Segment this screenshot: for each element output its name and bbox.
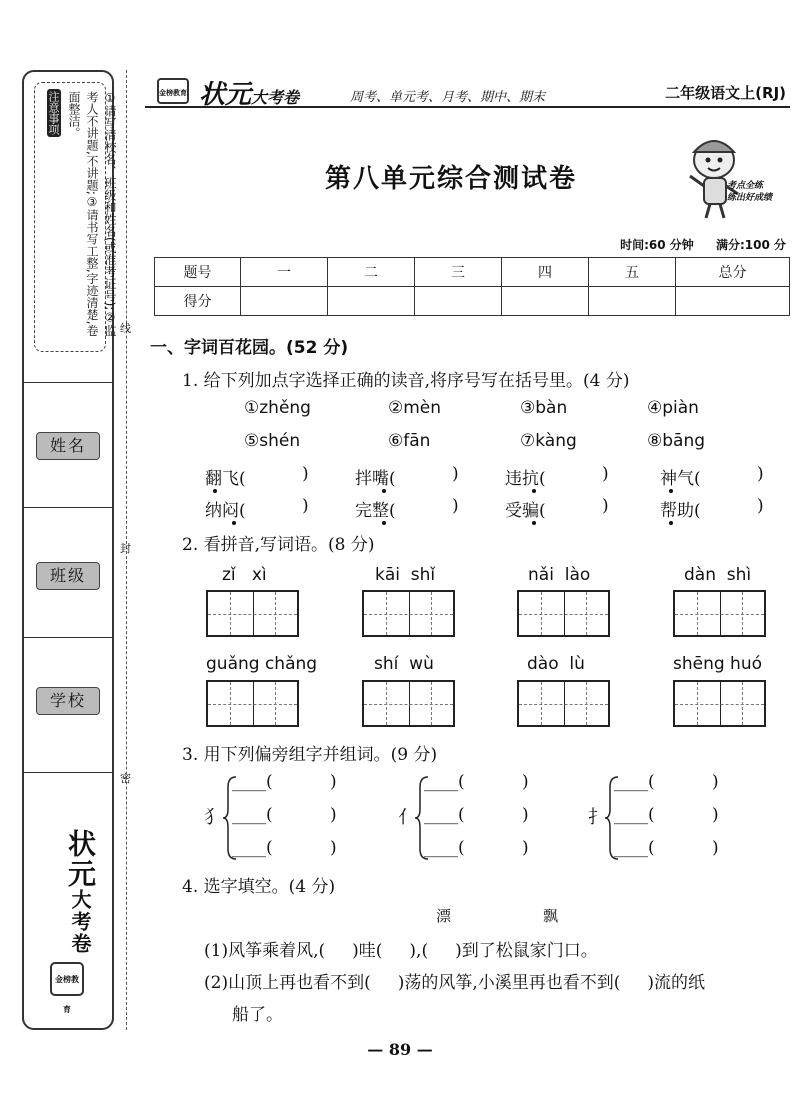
blank[interactable]: ____( bbox=[424, 805, 465, 825]
question-2-prompt: 2. 看拼音,写词语。(8 分) bbox=[182, 535, 375, 555]
emphasis-dot bbox=[532, 489, 536, 493]
table-cell: 三 bbox=[415, 258, 502, 287]
grade-label: 二年级语文上(RJ) bbox=[665, 84, 786, 102]
question-4-prompt: 4. 选字填空。(4 分) bbox=[182, 877, 336, 897]
table-cell: 得分 bbox=[155, 287, 241, 316]
writing-grid[interactable] bbox=[206, 680, 299, 727]
writing-grid[interactable] bbox=[362, 680, 455, 727]
close-paren: ) bbox=[757, 496, 764, 516]
question-3-prompt: 3. 用下列偏旁组字并组词。(9 分) bbox=[182, 745, 438, 765]
word-item: 翻飞( bbox=[205, 469, 246, 489]
option: ②mèn bbox=[388, 398, 442, 418]
pinyin: shēng huó bbox=[673, 654, 763, 674]
option: ⑥fān bbox=[388, 431, 431, 451]
close-paren: ) bbox=[522, 805, 529, 825]
cut-mark: 封 bbox=[120, 542, 131, 555]
option: ⑦kàng bbox=[520, 431, 577, 451]
radical: 犭 bbox=[204, 807, 222, 828]
close-paren: ) bbox=[712, 805, 719, 825]
score-cell[interactable] bbox=[676, 287, 790, 316]
page-title: 第八单元综合测试卷 bbox=[325, 164, 578, 194]
close-paren: ) bbox=[602, 464, 609, 484]
emphasis-dot bbox=[669, 489, 673, 493]
score-table bbox=[154, 257, 790, 316]
score-cell[interactable] bbox=[502, 287, 589, 316]
sentence-2: (2)山顶上再也看不到( )荡的风筝,小溪里再也看不到( )流的纸 bbox=[204, 973, 706, 993]
cut-mark: 密 bbox=[120, 772, 131, 785]
pinyin: kāi shǐ bbox=[375, 565, 436, 585]
page-header bbox=[145, 72, 790, 108]
option: ⑧bāng bbox=[647, 431, 706, 451]
option: ④piàn bbox=[647, 398, 699, 418]
choice: 飘 bbox=[543, 907, 559, 925]
choice: 漂 bbox=[436, 907, 452, 925]
mascot-icon bbox=[682, 130, 782, 220]
pinyin: zǐ xì bbox=[222, 565, 267, 585]
notice-heading: 注意事项 bbox=[47, 91, 60, 135]
pinyin: shí wù bbox=[374, 654, 434, 674]
question-1-prompt: 1. 给下列加点字选择正确的读音,将序号写在括号里。(4 分) bbox=[182, 371, 630, 391]
table-cell: 四 bbox=[502, 258, 589, 287]
notice-box bbox=[34, 82, 117, 352]
time-limit: 时间:60 分钟 bbox=[620, 238, 694, 252]
option: ①zhěng bbox=[244, 398, 311, 418]
word-item: 纳闷( bbox=[205, 501, 246, 521]
table-cell: 总分 bbox=[676, 258, 790, 287]
pinyin: dào lù bbox=[527, 654, 585, 674]
writing-grid[interactable] bbox=[517, 680, 610, 727]
table-cell: 五 bbox=[589, 258, 676, 287]
pinyin: guǎng chǎng bbox=[206, 654, 318, 674]
writing-grid[interactable] bbox=[517, 590, 610, 637]
word-item: 受骗( bbox=[505, 501, 546, 521]
blank[interactable]: ____( bbox=[614, 772, 655, 792]
notice-text: ①请写清校名、班级和姓名(或准考证号);②监考人不讲题,不讲题;③请书写工整,字迹清楚,卷面整洁。 bbox=[67, 91, 117, 337]
word-item: 违抗( bbox=[505, 469, 546, 489]
blank[interactable]: ____( bbox=[232, 838, 273, 858]
close-paren: ) bbox=[522, 838, 529, 858]
exam-meta bbox=[602, 236, 786, 253]
emphasis-dot bbox=[213, 489, 217, 493]
close-paren: ) bbox=[452, 496, 459, 516]
side-logo: 状元大考卷 bbox=[64, 829, 97, 955]
score-header-row bbox=[155, 258, 790, 287]
score-cell[interactable] bbox=[241, 287, 328, 316]
emphasis-dot bbox=[382, 489, 386, 493]
pinyin: dàn shì bbox=[684, 565, 752, 585]
brand-badge: 金榜教育 bbox=[157, 78, 189, 104]
option: ⑤shén bbox=[244, 431, 301, 451]
score-cell[interactable] bbox=[589, 287, 676, 316]
score-row bbox=[155, 287, 790, 316]
score-cell[interactable] bbox=[328, 287, 415, 316]
blank[interactable]: ____( bbox=[614, 805, 655, 825]
divider bbox=[24, 382, 112, 383]
side-badge-logo: 金榜教育 bbox=[50, 962, 84, 996]
word-item: 完整( bbox=[355, 501, 396, 521]
emphasis-dot bbox=[232, 521, 236, 525]
sentence-1: (1)风筝乘着风,( )哇( ),( )到了松鼠家门口。 bbox=[204, 941, 598, 961]
pinyin: nǎi lào bbox=[528, 565, 591, 585]
close-paren: ) bbox=[302, 464, 309, 484]
class-field: 班级 bbox=[36, 562, 100, 590]
binding-strip bbox=[22, 70, 117, 1030]
option: ③bàn bbox=[520, 398, 568, 418]
cut-mark: 线 bbox=[120, 322, 131, 335]
writing-grid[interactable] bbox=[673, 680, 766, 727]
close-paren: ) bbox=[522, 772, 529, 792]
close-paren: ) bbox=[757, 464, 764, 484]
full-score: 满分:100 分 bbox=[715, 238, 786, 252]
close-paren: ) bbox=[712, 772, 719, 792]
table-cell: 二 bbox=[328, 258, 415, 287]
radical: 亻 bbox=[398, 807, 416, 828]
brand-logo: 状元大考卷 bbox=[199, 80, 300, 110]
close-paren: ) bbox=[330, 772, 337, 792]
radical: 扌 bbox=[588, 807, 606, 828]
divider bbox=[24, 637, 112, 638]
word-item: 拌嘴( bbox=[355, 469, 396, 489]
table-cell: 题号 bbox=[155, 258, 241, 287]
word-item: 帮助( bbox=[660, 501, 701, 521]
emphasis-dot bbox=[532, 521, 536, 525]
school-field: 学校 bbox=[36, 687, 100, 715]
blank[interactable]: ____( bbox=[424, 838, 465, 858]
score-cell[interactable] bbox=[415, 287, 502, 316]
divider bbox=[24, 507, 112, 508]
writing-grid[interactable] bbox=[673, 590, 766, 637]
divider bbox=[24, 772, 112, 773]
table-cell: 一 bbox=[241, 258, 328, 287]
blank[interactable]: ____( bbox=[614, 838, 655, 858]
close-paren: ) bbox=[330, 838, 337, 858]
slogan: 周考、单元考、月考、期中、期末 bbox=[350, 90, 546, 105]
name-field: 姓名 bbox=[36, 432, 100, 460]
close-paren: ) bbox=[602, 496, 609, 516]
close-paren: ) bbox=[712, 838, 719, 858]
sentence-2-cont: 船了。 bbox=[232, 1005, 283, 1025]
blank[interactable]: ____( bbox=[424, 772, 465, 792]
blank[interactable]: ____( bbox=[232, 772, 273, 792]
close-paren: ) bbox=[302, 496, 309, 516]
close-paren: ) bbox=[452, 464, 459, 484]
emphasis-dot bbox=[382, 521, 386, 525]
writing-grid[interactable] bbox=[362, 590, 455, 637]
close-paren: ) bbox=[330, 805, 337, 825]
word-item: 神气( bbox=[660, 469, 701, 489]
page-number: — 89 — bbox=[367, 1040, 433, 1059]
emphasis-dot bbox=[669, 521, 673, 525]
writing-grid[interactable] bbox=[206, 590, 299, 637]
mascot-slogan: 考点全练 练出好成绩 bbox=[727, 181, 773, 203]
blank[interactable]: ____( bbox=[232, 805, 273, 825]
section-title: 一、字词百花园。(52 分) bbox=[150, 338, 349, 358]
